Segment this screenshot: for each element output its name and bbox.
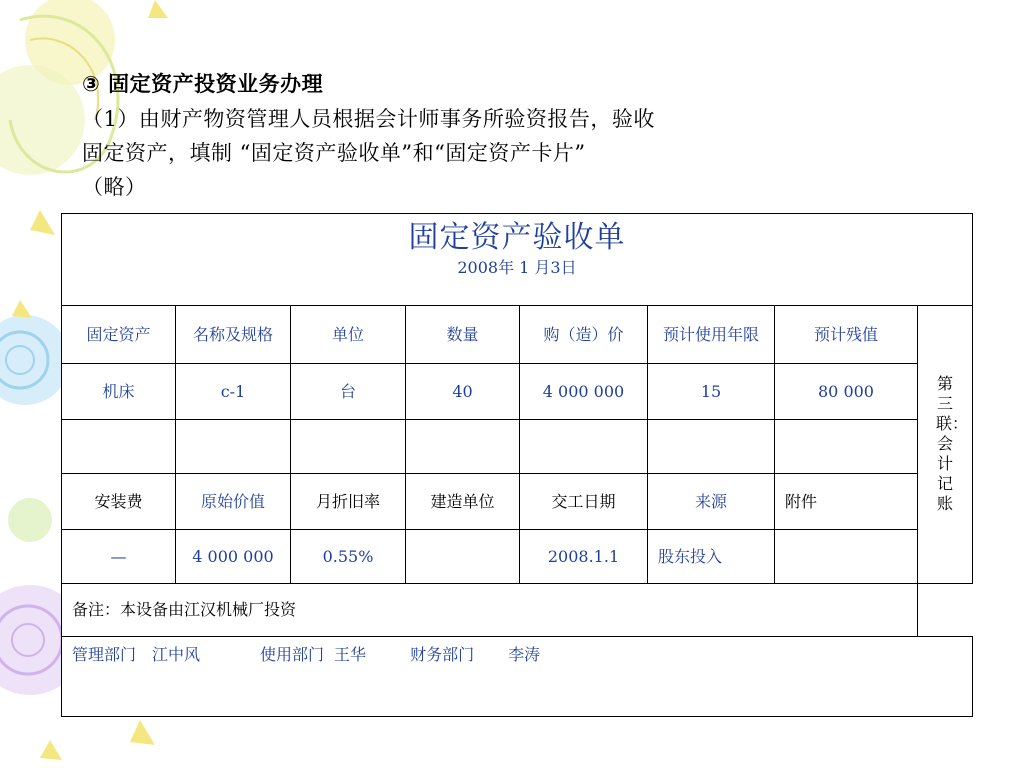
form-title: 固定资产验收单 [408,220,626,255]
table-row [62,530,973,584]
management-dept-label: 管理部门 [72,645,137,664]
form-date: 2008年 1 月3日 [457,258,577,277]
table-cell [775,420,918,474]
user-dept-label: 使用部门 [260,645,325,664]
table-cell [406,420,520,474]
header-cell: 月折旧率 [291,474,406,530]
header-cell: 建造单位 [406,474,520,530]
management-dept-name: 江中风 [152,645,201,664]
table-cell [176,420,291,474]
table-cell: 4 000 000 [176,530,291,584]
finance-dept-name: 李涛 [508,645,541,664]
header-cell: 单位 [291,306,406,364]
table-cell: 股东投入 [648,530,775,584]
table-cell [775,530,918,584]
table-row [62,420,973,474]
table-row [62,474,973,530]
table-cell [406,530,520,584]
header-cell: 附件 [775,474,918,530]
header-cell: 数量 [406,306,520,364]
table-row [62,306,973,364]
finance-dept-label: 财务部门 [410,645,475,664]
table-cell: — [62,530,176,584]
copy-label [918,306,973,584]
table-cell [648,420,775,474]
remark-cell: 备注：本设备由江汉机械厂投资 [62,584,918,637]
table-row [62,364,973,420]
header-cell: 交工日期 [520,474,648,530]
paragraph-line: （1）由财产物资管理人员根据会计师事务所验资报告，验收 [82,107,655,131]
slide-paragraph [82,102,862,204]
table-cell [520,420,648,474]
fixed-asset-acceptance-form [61,213,973,717]
table-cell: 台 [291,364,406,420]
table-cell [291,420,406,474]
table-cell: 15 [648,364,775,420]
table-cell [62,420,176,474]
table-cell: 80 000 [775,364,918,420]
header-cell: 来源 [648,474,775,530]
signature-row [62,637,973,717]
table-row [62,637,973,717]
header-cell: 名称及规格 [176,306,291,364]
header-cell: 安装费 [62,474,176,530]
paragraph-line: 固定资产，填制 “固定资产验收单”和“固定资产卡片” [82,141,586,165]
table-row [62,584,973,637]
table-cell: c-1 [176,364,291,420]
slide-heading: ③ 固定资产投资业务办理 [82,72,324,96]
header-cell: 预计使用年限 [648,306,775,364]
copy-label-text: 第三联：会计记账 [936,374,969,513]
header-cell: 固定资产 [62,306,176,364]
table-cell: 2008.1.1 [520,530,648,584]
header-cell: 预计残值 [775,306,918,364]
user-dept-name: 王华 [334,645,367,664]
form-header [62,214,973,306]
header-cell: 原始价值 [176,474,291,530]
table-cell: 机床 [62,364,176,420]
header-cell: 购（造）价 [520,306,648,364]
table-cell: 4 000 000 [520,364,648,420]
table-cell: 40 [406,364,520,420]
table-cell: 0.55% [291,530,406,584]
paragraph-line: （略） [82,175,147,199]
